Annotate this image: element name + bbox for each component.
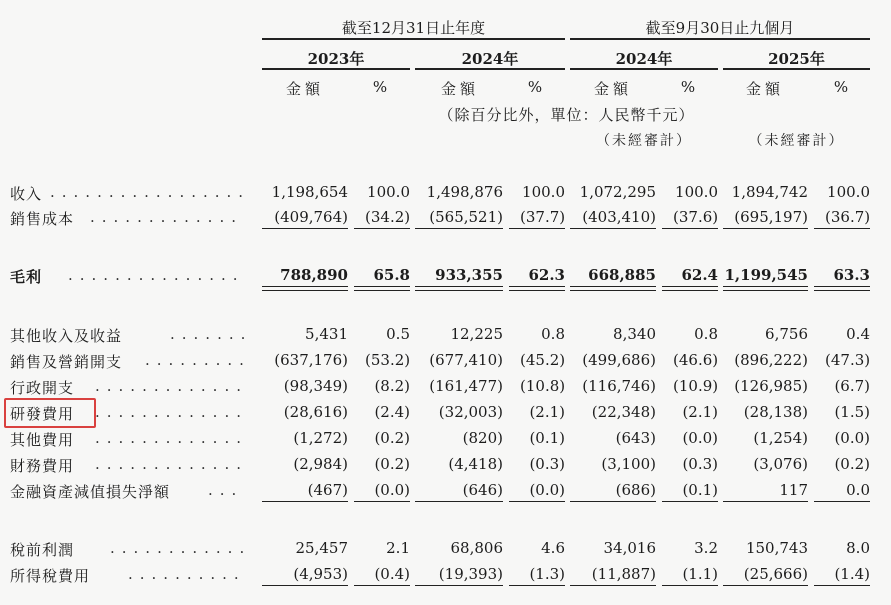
year-header-2025-9m: 2025年 bbox=[768, 50, 825, 68]
amount-cell: 150,743 bbox=[745, 539, 808, 557]
percent-cell: 100.0 bbox=[522, 183, 565, 201]
amount-cell: 25,457 bbox=[295, 539, 348, 557]
amount-cell: 8,340 bbox=[613, 325, 656, 343]
amount-cell: (19,393) bbox=[438, 565, 503, 583]
percent-cell: (47.3) bbox=[825, 351, 871, 369]
leader-dots: ....... bbox=[170, 325, 253, 343]
single-underline bbox=[354, 228, 410, 229]
amount-cell: (116,746) bbox=[582, 377, 656, 395]
amount-cell: (3,076) bbox=[753, 455, 808, 473]
single-underline bbox=[723, 585, 808, 586]
single-underline bbox=[354, 585, 410, 586]
percent-cell: (1.4) bbox=[834, 565, 870, 583]
table-row bbox=[0, 539, 891, 563]
col-header-amount: 金額 bbox=[745, 80, 784, 98]
amount-cell: 1,894,742 bbox=[731, 183, 808, 201]
single-underline bbox=[662, 585, 718, 586]
amount-cell: 68,806 bbox=[450, 539, 503, 557]
amount-cell: 6,756 bbox=[765, 325, 808, 343]
single-underline bbox=[570, 501, 656, 502]
amount-cell: 1,199,545 bbox=[724, 266, 808, 284]
amount-cell: (637,176) bbox=[274, 351, 348, 369]
leader-dots: ............. bbox=[95, 377, 248, 395]
single-underline bbox=[570, 585, 656, 586]
year-2024-fy-rule bbox=[415, 68, 565, 70]
percent-cell: (10.9) bbox=[673, 377, 719, 395]
single-underline bbox=[415, 228, 503, 229]
leader-dots: ... bbox=[208, 481, 244, 499]
percent-cell: (46.6) bbox=[673, 351, 719, 369]
amount-cell: (3,100) bbox=[601, 455, 656, 473]
highlight-box bbox=[4, 398, 96, 428]
row-label: 所得稅費用 bbox=[10, 567, 91, 585]
percent-cell: (0.2) bbox=[374, 429, 410, 447]
percent-cell: 100.0 bbox=[367, 183, 410, 201]
percent-cell: 63.3 bbox=[833, 266, 870, 284]
percent-cell: (1.1) bbox=[682, 565, 718, 583]
amount-cell: 933,355 bbox=[435, 266, 503, 284]
percent-cell: 62.4 bbox=[681, 266, 718, 284]
amount-cell: 34,016 bbox=[603, 539, 656, 557]
percent-cell: (0.2) bbox=[374, 455, 410, 473]
year-header-2023: 2023年 bbox=[307, 50, 365, 68]
year-header-2024-9m: 2024年 bbox=[615, 50, 673, 68]
percent-cell: (34.2) bbox=[365, 208, 411, 226]
percent-cell: (6.7) bbox=[834, 377, 870, 395]
percent-cell: (0.0) bbox=[682, 429, 718, 447]
row-label: 其他費用 bbox=[10, 431, 75, 449]
percent-cell: (1.5) bbox=[834, 403, 870, 421]
amount-cell: (11,887) bbox=[591, 565, 656, 583]
year-2025-9m-rule bbox=[723, 68, 870, 70]
col-header-pct: % bbox=[527, 78, 543, 96]
amount-cell: (646) bbox=[462, 481, 503, 499]
row-label: 金融資產減值損失淨額 bbox=[10, 483, 171, 501]
percent-cell: (2.1) bbox=[529, 403, 565, 421]
year-header-2024-fy: 2024年 bbox=[461, 50, 519, 68]
percent-cell: (53.2) bbox=[365, 351, 411, 369]
amount-cell: (1,272) bbox=[293, 429, 348, 447]
percent-cell: 62.3 bbox=[528, 266, 565, 284]
percent-cell: (0.2) bbox=[834, 455, 870, 473]
percent-cell: 0.0 bbox=[846, 481, 870, 499]
period-9m-rule bbox=[570, 38, 870, 40]
percent-cell: (2.1) bbox=[682, 403, 718, 421]
period-fy-rule bbox=[262, 38, 565, 40]
single-underline bbox=[662, 501, 718, 502]
single-underline bbox=[415, 501, 503, 502]
amount-cell: (22,348) bbox=[591, 403, 656, 421]
amount-cell: (32,003) bbox=[438, 403, 503, 421]
percent-cell: 0.8 bbox=[694, 325, 718, 343]
row-label: 收入 bbox=[10, 185, 43, 203]
single-underline bbox=[570, 228, 656, 229]
single-underline bbox=[723, 501, 808, 502]
leader-dots: ............. bbox=[90, 208, 243, 226]
amount-cell: (4,418) bbox=[448, 455, 503, 473]
col-header-amount: 金額 bbox=[440, 80, 479, 98]
single-underline bbox=[814, 228, 870, 229]
amount-cell: (686) bbox=[615, 481, 656, 499]
percent-cell: 8.0 bbox=[846, 539, 870, 557]
period-header-fiscal-year: 截至12月31日止年度 bbox=[341, 19, 486, 37]
amount-cell: (25,666) bbox=[743, 565, 808, 583]
percent-cell: (0.0) bbox=[834, 429, 870, 447]
leader-dots: .......... bbox=[128, 565, 246, 583]
unit-note: （除百分比外，單位：人民幣千元） bbox=[438, 106, 695, 124]
amount-cell: (677,410) bbox=[429, 351, 503, 369]
col-header-amount: 金額 bbox=[593, 80, 632, 98]
percent-cell: (0.4) bbox=[374, 565, 410, 583]
percent-cell: 2.1 bbox=[386, 539, 410, 557]
double-underline bbox=[723, 286, 808, 291]
row-label: 研發費用 bbox=[10, 405, 75, 423]
percent-cell: (0.3) bbox=[529, 455, 565, 473]
table-row bbox=[0, 429, 891, 453]
amount-cell: 12,225 bbox=[450, 325, 503, 343]
col-header-pct: % bbox=[680, 78, 696, 96]
row-label: 財務費用 bbox=[10, 457, 75, 475]
single-underline bbox=[262, 585, 348, 586]
double-underline bbox=[415, 286, 503, 291]
amount-cell: 668,885 bbox=[588, 266, 656, 284]
leader-dots: ............ bbox=[110, 539, 252, 557]
amount-cell: (403,410) bbox=[582, 208, 656, 226]
single-underline bbox=[814, 585, 870, 586]
row-label: 其他收入及收益 bbox=[10, 327, 123, 345]
percent-cell: 65.8 bbox=[373, 266, 410, 284]
table-row bbox=[0, 377, 891, 401]
period-header-nine-months: 截至9月30日止九個月 bbox=[645, 19, 795, 37]
double-underline bbox=[814, 286, 870, 291]
amount-cell: 1,498,876 bbox=[426, 183, 503, 201]
leader-dots: ............. bbox=[95, 455, 248, 473]
amount-cell: (1,254) bbox=[753, 429, 808, 447]
percent-cell: (0.0) bbox=[374, 481, 410, 499]
single-underline bbox=[509, 501, 565, 502]
amount-cell: (126,985) bbox=[734, 377, 808, 395]
leader-dots: ......... bbox=[145, 351, 251, 369]
row-label: 稅前利潤 bbox=[10, 541, 75, 559]
percent-cell: (0.3) bbox=[682, 455, 718, 473]
table-row bbox=[0, 351, 891, 375]
double-underline bbox=[509, 286, 565, 291]
percent-cell: 0.5 bbox=[386, 325, 410, 343]
percent-cell: 100.0 bbox=[827, 183, 870, 201]
percent-cell: 0.4 bbox=[846, 325, 870, 343]
row-label: 毛利 bbox=[10, 268, 43, 286]
single-underline bbox=[415, 585, 503, 586]
amount-cell: (28,616) bbox=[283, 403, 348, 421]
amount-cell: (161,477) bbox=[429, 377, 503, 395]
double-underline bbox=[262, 286, 348, 291]
leader-dots: ................. bbox=[50, 183, 251, 201]
year-2023-rule bbox=[262, 68, 410, 70]
double-underline bbox=[354, 286, 410, 291]
single-underline bbox=[509, 585, 565, 586]
amount-cell: 788,890 bbox=[280, 266, 348, 284]
percent-cell: 0.8 bbox=[541, 325, 565, 343]
table-row bbox=[0, 455, 891, 479]
percent-cell: 4.6 bbox=[541, 539, 565, 557]
amount-cell: (4,953) bbox=[293, 565, 348, 583]
amount-cell: (98,349) bbox=[283, 377, 348, 395]
amount-cell: (820) bbox=[462, 429, 503, 447]
col-header-pct: % bbox=[833, 78, 849, 96]
amount-cell: (565,521) bbox=[429, 208, 503, 226]
amount-cell: 1,198,654 bbox=[271, 183, 348, 201]
percent-cell: 100.0 bbox=[675, 183, 718, 201]
table-row bbox=[0, 183, 891, 207]
amount-cell: (643) bbox=[615, 429, 656, 447]
percent-cell: 3.2 bbox=[694, 539, 718, 557]
amount-cell: (896,222) bbox=[734, 351, 808, 369]
amount-cell: (409,764) bbox=[274, 208, 348, 226]
unaudited-note-2024: （未經審計） bbox=[596, 133, 692, 149]
single-underline bbox=[354, 501, 410, 502]
amount-cell: (695,197) bbox=[734, 208, 808, 226]
amount-cell: 5,431 bbox=[305, 325, 348, 343]
row-label: 銷售成本 bbox=[10, 210, 75, 228]
year-2024-9m-rule bbox=[570, 68, 718, 70]
percent-cell: (8.2) bbox=[374, 377, 410, 395]
percent-cell: (10.8) bbox=[520, 377, 566, 395]
amount-cell: (2,984) bbox=[293, 455, 348, 473]
amount-cell: (28,138) bbox=[743, 403, 808, 421]
percent-cell: (37.6) bbox=[673, 208, 719, 226]
percent-cell: (0.0) bbox=[529, 481, 565, 499]
double-underline bbox=[662, 286, 718, 291]
table-row bbox=[0, 403, 891, 427]
percent-cell: (0.1) bbox=[682, 481, 718, 499]
col-header-pct: % bbox=[372, 78, 388, 96]
single-underline bbox=[509, 228, 565, 229]
double-underline bbox=[570, 286, 656, 291]
percent-cell: (2.4) bbox=[374, 403, 410, 421]
percent-cell: (0.1) bbox=[529, 429, 565, 447]
percent-cell: (1.3) bbox=[529, 565, 565, 583]
amount-cell: 1,072,295 bbox=[579, 183, 656, 201]
unaudited-note-2025: （未經審計） bbox=[748, 133, 845, 149]
percent-cell: (36.7) bbox=[825, 208, 871, 226]
single-underline bbox=[262, 228, 348, 229]
single-underline bbox=[262, 501, 348, 502]
percent-cell: (37.7) bbox=[520, 208, 566, 226]
single-underline bbox=[723, 228, 808, 229]
amount-cell: (499,686) bbox=[582, 351, 656, 369]
leader-dots: ............... bbox=[68, 266, 245, 284]
amount-cell: 117 bbox=[779, 481, 808, 499]
row-label: 行政開支 bbox=[10, 379, 75, 397]
leader-dots: ............. bbox=[95, 403, 248, 421]
leader-dots: ............. bbox=[95, 429, 248, 447]
table-row bbox=[0, 325, 891, 349]
col-header-amount: 金額 bbox=[285, 80, 324, 98]
amount-cell: (467) bbox=[307, 481, 348, 499]
single-underline bbox=[662, 228, 718, 229]
single-underline bbox=[814, 501, 870, 502]
row-label: 銷售及營銷開支 bbox=[10, 353, 123, 371]
percent-cell: (45.2) bbox=[520, 351, 566, 369]
